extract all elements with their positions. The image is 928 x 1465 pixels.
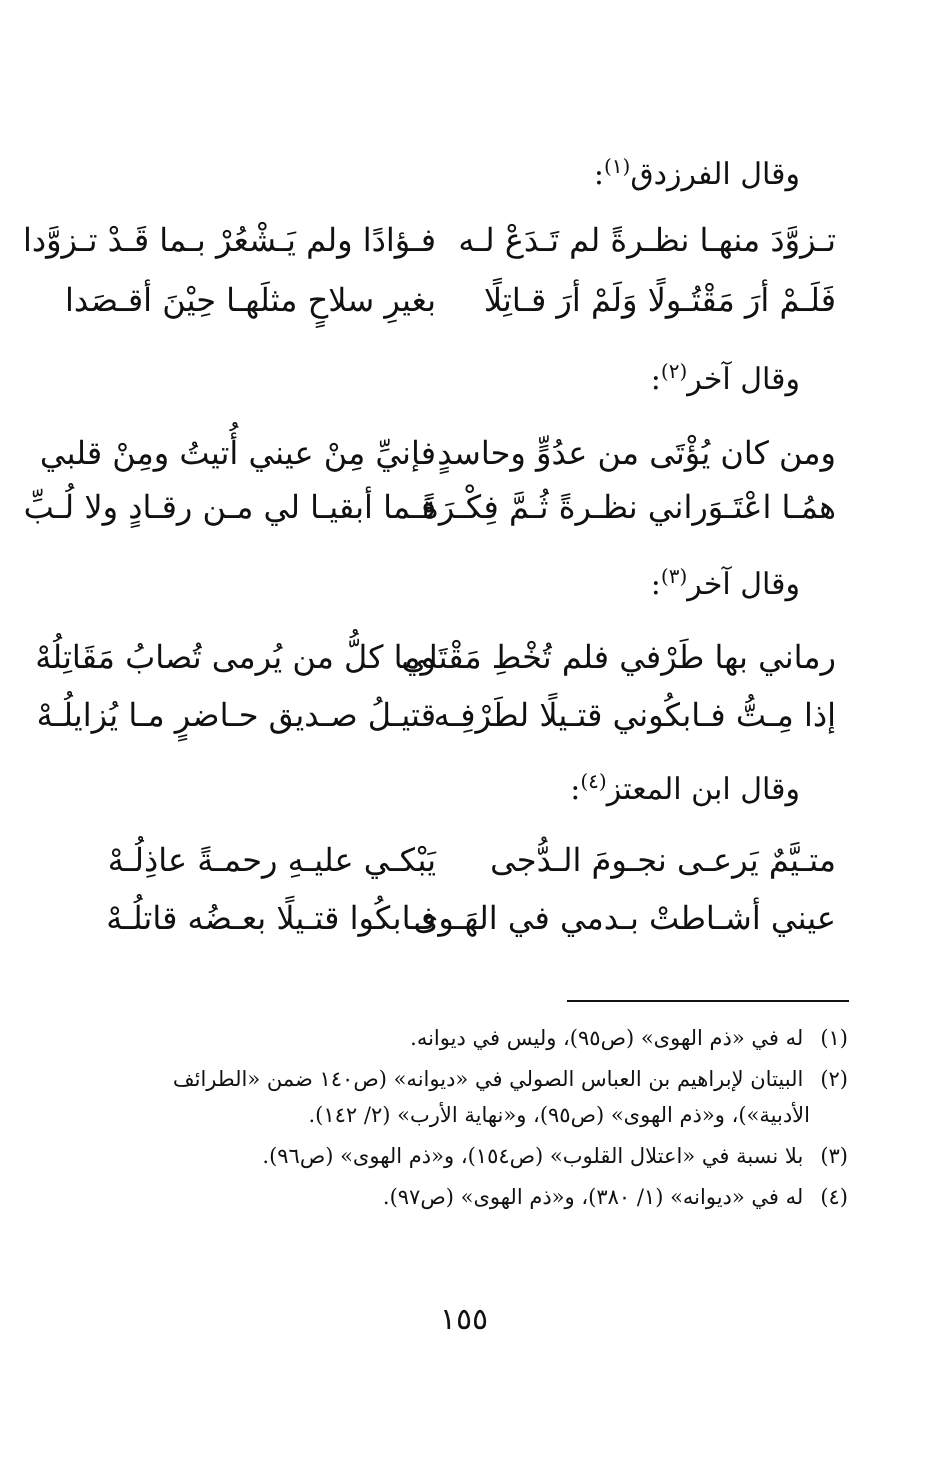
intro-text: وقال آخر — [687, 362, 800, 397]
footnote-continuation: الأدبية»)، و«ذم الهوى» (ص٩٥)، و«نهاية الأرب» (٢/ ١٤٢). — [308, 1103, 810, 1127]
footnotes — [78, 1020, 848, 1220]
footnote-number: (٣) — [820, 1144, 848, 1168]
verse-first-hemistich: متـيَّمٌ يَرعـى نجـومَ الـدُّجى — [490, 841, 836, 879]
verse-first-hemistich: همُـا اعْتَـوَراني نظـرةً ثُـمَّ فِكْـرَةً — [422, 488, 836, 526]
verse-first-hemistich: رماني بها طَرْفي فلم تُخْطِ مَقْتَلي — [401, 638, 836, 676]
verse-line — [76, 835, 836, 885]
intro-text: وقال ابن المعتز — [606, 772, 800, 807]
poem-intro — [300, 770, 800, 810]
intro-colon: : — [650, 567, 661, 602]
verse-line — [76, 893, 836, 943]
intro-colon: : — [593, 157, 604, 192]
verse-second-hemistich: فإنيِّ مِنْ عيني أُتيتُ ومِنْ قلبي — [39, 434, 436, 472]
verse-second-hemistich: بغيرِ سلاحٍ مثلَهـا حِيْنَ أقـصَدا — [65, 281, 436, 319]
verse-second-hemistich: فـما أبقيـا لي مـن رقـادٍ ولا لُـبِّ — [23, 488, 436, 526]
verse-first-hemistich: ومن كان يُؤْتَى من عدُوٍّ وحاسدٍ — [437, 434, 836, 472]
intro-colon: : — [570, 772, 581, 807]
verse-second-hemistich: وما كلُّ من يُرمى تُصابُ مَقَاتِلُهْ — [35, 638, 436, 676]
poem-intro — [300, 155, 800, 195]
verse-line — [35, 632, 836, 682]
footnote-separator — [567, 1000, 849, 1002]
footnote-number: (٤) — [820, 1185, 848, 1209]
footnote-number: (٢) — [820, 1067, 848, 1091]
verse-first-hemistich: تـزوَّدَ منهـا نظـرةً لم تَـدَعْ لـه — [458, 221, 836, 259]
poem-intro — [300, 565, 800, 605]
footnote-marker: (٤) — [580, 769, 607, 793]
intro-colon: : — [650, 362, 661, 397]
intro-text: وقال آخر — [687, 567, 800, 602]
footnote-text: له في «ذم الهوى» (ص٩٥)، وليس في ديوانه. — [410, 1026, 804, 1050]
verse-first-hemistich: فَلَـمْ أرَ مَقْتُـولًا وَلَمْ أرَ قـاتِلًا — [483, 281, 836, 319]
page-number: ١٥٥ — [439, 1302, 489, 1337]
verse-first-hemistich: عيني أشـاطتْ بـدمي في الهَـوى — [413, 899, 836, 937]
footnote-text: له في «ديوانه» (١/ ٣٨٠)، و«ذم الهوى» (ص٩٧). — [382, 1185, 804, 1209]
verse-second-hemistich: فـابكُوا قتـيلًا بعـضُه قاتلُـهْ — [106, 899, 436, 937]
footnote-marker: (١) — [603, 154, 631, 178]
footnote — [78, 1020, 848, 1056]
verse-second-hemistich: قتيـلُ صـديق حـاضرٍ مـا يُزايلُـهْ — [36, 696, 436, 734]
verse-line — [36, 690, 836, 740]
verse-line — [65, 275, 836, 325]
verse-line — [39, 428, 836, 478]
verse-second-hemistich: فـؤادًا ولم يَـشْعُرْ بـما قَـدْ تـزوَّدا — [22, 221, 436, 259]
footnote-number: (١) — [820, 1026, 848, 1050]
footnote — [78, 1061, 848, 1133]
footnote — [78, 1179, 848, 1215]
verse-first-hemistich: إذا مِـتُّ فـابكُوني قتـيلًا لطَرْفِـه — [433, 696, 836, 734]
footnote-text: البيتان لإبراهيم بن العباس الصولي في «ديوانه» (ص١٤٠ ضمن «الطرائف — [172, 1067, 804, 1091]
intro-text: وقال الفرزدق — [630, 157, 800, 192]
footnote — [78, 1138, 848, 1174]
verse-second-hemistich: يَبْكـي عليـهِ رحمـةً عاذِلُـهْ — [107, 841, 436, 879]
verse-line — [23, 482, 836, 532]
poem-intro — [300, 360, 800, 400]
verse-line — [22, 215, 836, 265]
footnote-marker: (٢) — [660, 359, 688, 383]
footnote-marker: (٣) — [660, 564, 688, 588]
footnote-text: بلا نسبة في «اعتلال القلوب» (ص١٥٤)، و«ذم الهوى» (ص٩٦). — [262, 1144, 804, 1168]
